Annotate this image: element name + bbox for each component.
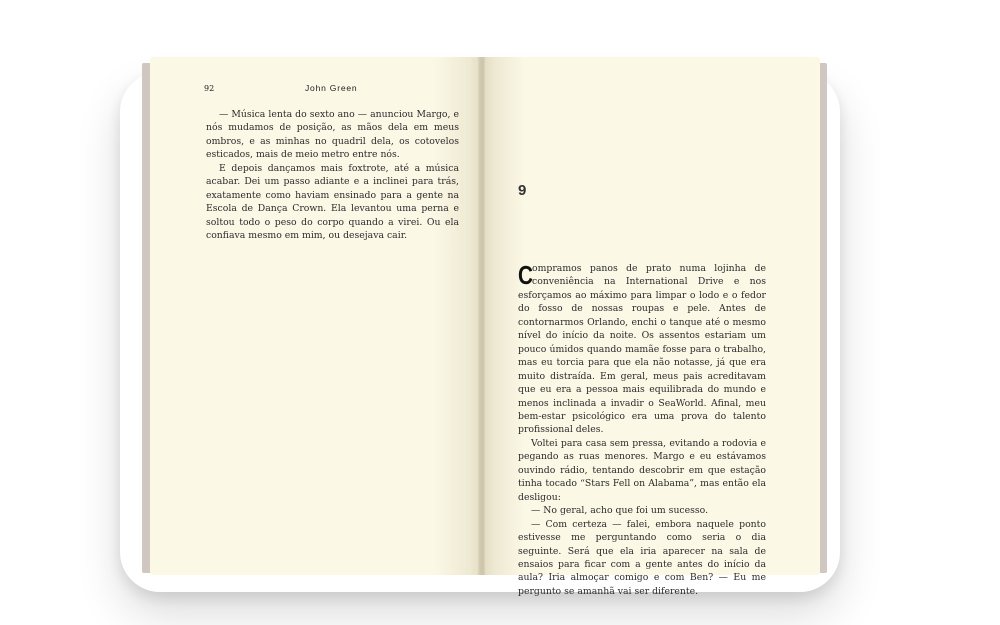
left-page[interactable]	[150, 57, 480, 575]
paragraph: E depois dançamos mais foxtrote, até a música acabar. Dei um passo adiante e a inclinei para trás, exatamente como haviam ensinado para a gente na Escola de Dança Crown. Ela levantou uma perna e soltou todo o peso do corpo quando a virei. Ou ela confiava mesmo em mim, ou desejava cair.	[206, 162, 459, 242]
paragraph: — Música lenta do sexto ano — anunciou Margo, e nós mudamos de posição, as mãos dela em meus ombros, e as minhas no quadril dela, os cotovelos esticados, mais de meio metro entre nós.	[206, 109, 459, 161]
left-page-body	[206, 108, 459, 243]
paragraph: — Com certeza — falei, embora naquele ponto estivesse me perguntando como seria o dia seguinte. Será que ela iria aparecer na sala de ensaios para ficar com a gente antes do início da aula? Iria almoçar comigo e com Ben? — Eu me pergunto se amanhã vai ser diferente.	[518, 518, 766, 597]
right-page[interactable]	[485, 57, 820, 597]
running-head-author: John Green	[305, 83, 358, 93]
paragraph: Voltei para casa sem pressa, evitando a rodovia e pegando as ruas menores. Margo e eu estávamos ouvindo rádio, tentando descobrir em que estação tinha tocado “Stars Fell on Alabama”, mas então ela desligou:	[518, 437, 766, 503]
opening-paragraph	[518, 262, 766, 437]
chapter-number: 9	[518, 182, 527, 199]
page-number: 92	[204, 84, 215, 93]
right-page-body	[518, 262, 766, 598]
paragraph: — No geral, acho que foi um sucesso.	[531, 505, 709, 517]
opening-paragraph-text: ompramos panos de prato numa lojinha de conveniência na International Drive e nos esforçamos ao máximo para limpar o lodo e o fedor do fosso de nossas roupas e pele. Antes de contornarmos Orlando, enchi o tanque até o mesmo nível do início da noite. Os assentos estariam um pouco úmidos quando mamãe fosse para o trabalho, mas eu torcia para que ela não notasse, já que era muito distraída. Em geral, meus pais acreditavam que eu era a pessoa mais equilibrada do mundo e menos inclinada a invadir o SeaWorld. Afinal, meu bem-estar psicológico era uma prova do talento profissional deles.	[518, 263, 766, 436]
drop-cap: C	[518, 260, 534, 290]
